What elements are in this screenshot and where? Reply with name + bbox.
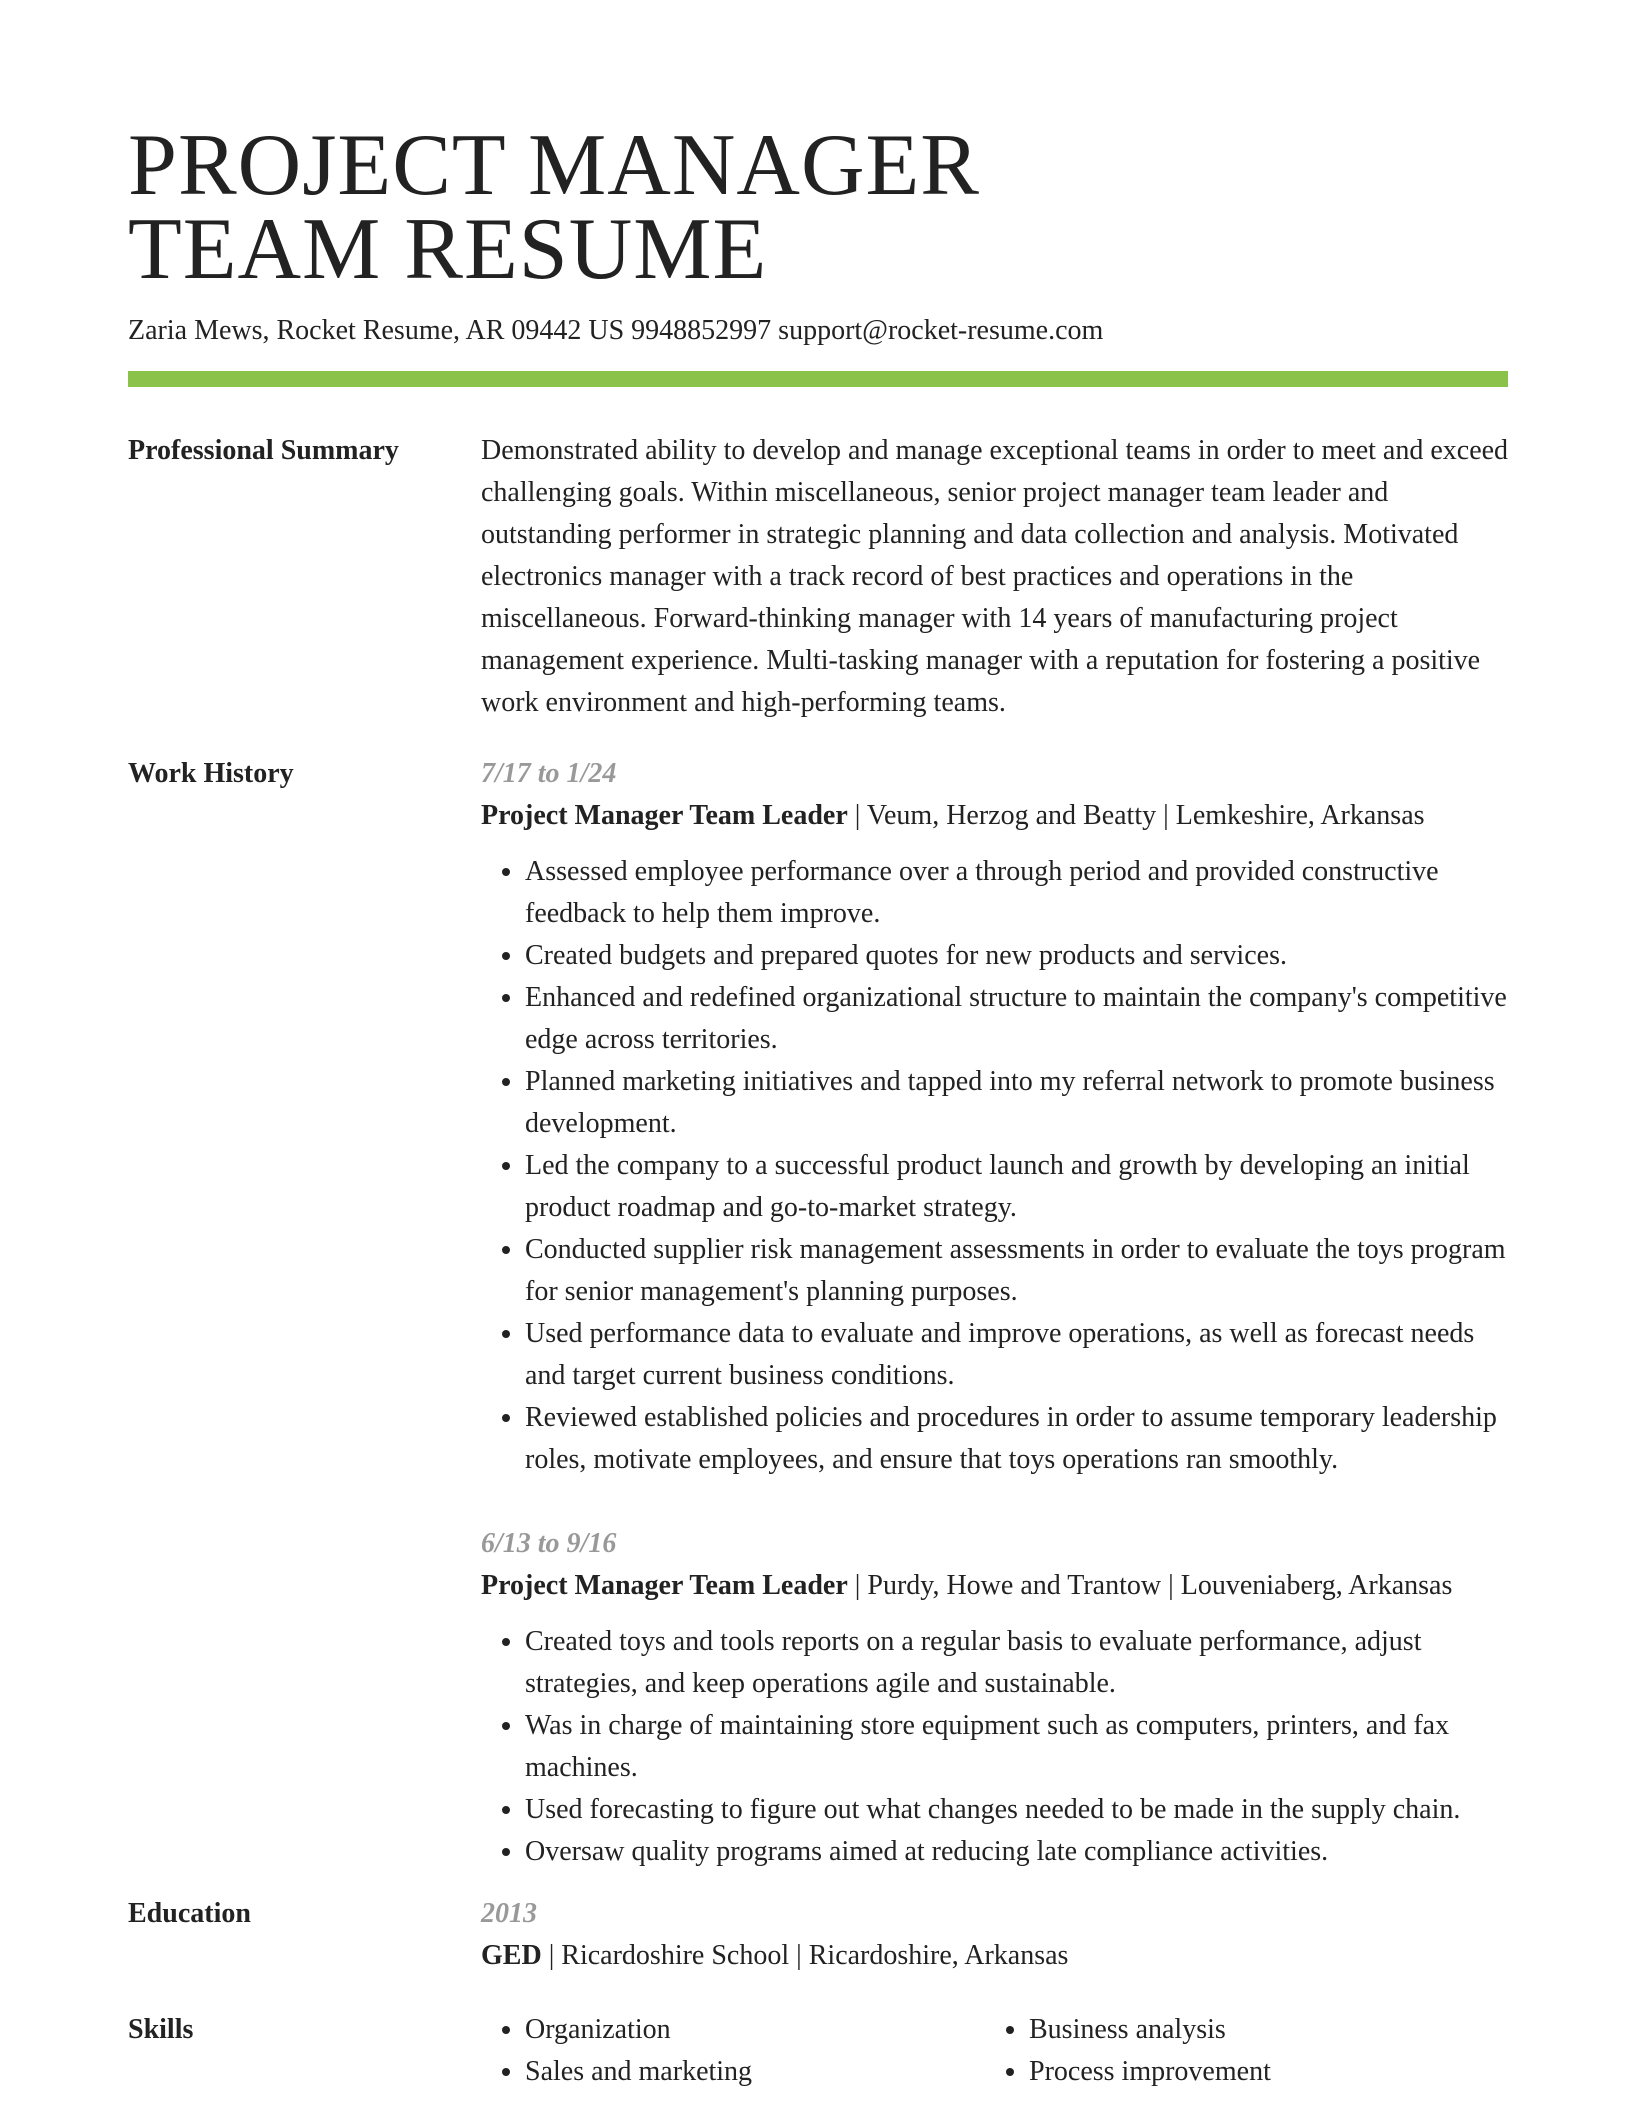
job-title: Project Manager Team Leader	[481, 800, 848, 831]
title-line-1: PROJECT MANAGER	[128, 117, 980, 214]
job-bullets	[481, 851, 1511, 1481]
job-bullet: • Used forecasting to figure out what changes needed to be made in the supply chain.	[525, 1789, 1511, 1831]
job-bullet: • Led the company to a successful product launch and growth by developing an initial product roadmap and go-to-market strategy.	[525, 1145, 1511, 1229]
header-divider	[128, 371, 1508, 387]
job-bullet: • Was in charge of maintaining store equipment such as computers, printers, and fax machines.	[525, 1705, 1511, 1789]
education-details: | Ricardoshire School | Ricardoshire, Arkansas	[541, 1940, 1069, 1971]
job-bullet: • Assessed employee performance over a through period and provided constructive feedback to help them improve.	[525, 851, 1511, 935]
skills-column-2	[985, 2009, 1489, 2093]
education-heading	[481, 1935, 1511, 1977]
resume-title	[128, 117, 1508, 298]
job-heading	[481, 1565, 1511, 1607]
job-bullet: • Enhanced and redefined organizational structure to maintain the company's competitive edge across territories.	[525, 977, 1511, 1061]
job-entry	[481, 1523, 1511, 1873]
skill-item: • Sales and marketing	[525, 2051, 985, 2093]
summary-text: Demonstrated ability to develop and manage exceptional teams in order to meet and exceed challenging goals. Within miscellaneous, senior project manager team leader and outstanding performer in strategic planning and data collection and analysis. Motivated electronics manager with a track record of best practices and operations in the miscellaneous. Forward-thinking manager with 14 years of manufacturing project management experience. Multi-tasking manager with a reputation for fostering a positive work environment and high-performing teams.	[481, 435, 1509, 718]
summary-body	[481, 430, 1511, 724]
section-label-education: Education	[128, 1898, 251, 1929]
work-history-body	[481, 753, 1511, 1873]
title-line-2: TEAM RESUME	[128, 201, 768, 298]
section-label-work-history: Work History	[128, 758, 294, 789]
job-bullet: • Reviewed established policies and procedures in order to assume temporary leadership roles, motivate employees, and ensure that toys operations ran smoothly.	[525, 1397, 1511, 1481]
section-label-skills: Skills	[128, 2014, 194, 2045]
job-bullet: • Used performance data to evaluate and improve operations, as well as forecast needs and target current business conditions.	[525, 1313, 1511, 1397]
job-heading	[481, 795, 1511, 837]
job-details: | Purdy, Howe and Trantow | Louveniaberg, Arkansas	[847, 1570, 1453, 1601]
job-bullets	[481, 1621, 1511, 1873]
education-year: 2013	[481, 1898, 537, 1929]
resume-header	[128, 117, 1508, 348]
education-body	[481, 1893, 1511, 1977]
job-bullet: • Planned marketing initiatives and tapped into my referral network to promote business development.	[525, 1061, 1511, 1145]
education-degree: GED	[481, 1940, 542, 1971]
job-dates: 6/13 to 9/16	[481, 1528, 617, 1559]
skills-column-1	[481, 2009, 985, 2093]
contact-info: Zaria Mews, Rocket Resume, AR 09442 US 9948852997 support@rocket-resume.com	[128, 315, 1104, 346]
job-dates: 7/17 to 1/24	[481, 758, 617, 789]
skills-body	[481, 2009, 1511, 2093]
skill-item: • Organization	[525, 2009, 985, 2051]
job-entry	[481, 753, 1511, 1481]
job-bullet: • Created budgets and prepared quotes for new products and services.	[525, 935, 1511, 977]
job-bullet: • Oversaw quality programs aimed at reducing late compliance activities.	[525, 1831, 1511, 1873]
job-title: Project Manager Team Leader	[481, 1570, 848, 1601]
job-details: | Veum, Herzog and Beatty | Lemkeshire, Arkansas	[847, 800, 1425, 831]
section-label-summary: Professional Summary	[128, 435, 399, 466]
skill-item: • Business analysis	[1029, 2009, 1489, 2051]
job-bullet: • Created toys and tools reports on a regular basis to evaluate performance, adjust strategies, and keep operations agile and sustainable.	[525, 1621, 1511, 1705]
skill-item: • Process improvement	[1029, 2051, 1489, 2093]
job-bullet: • Conducted supplier risk management assessments in order to evaluate the toys program for senior management's planning purposes.	[525, 1229, 1511, 1313]
